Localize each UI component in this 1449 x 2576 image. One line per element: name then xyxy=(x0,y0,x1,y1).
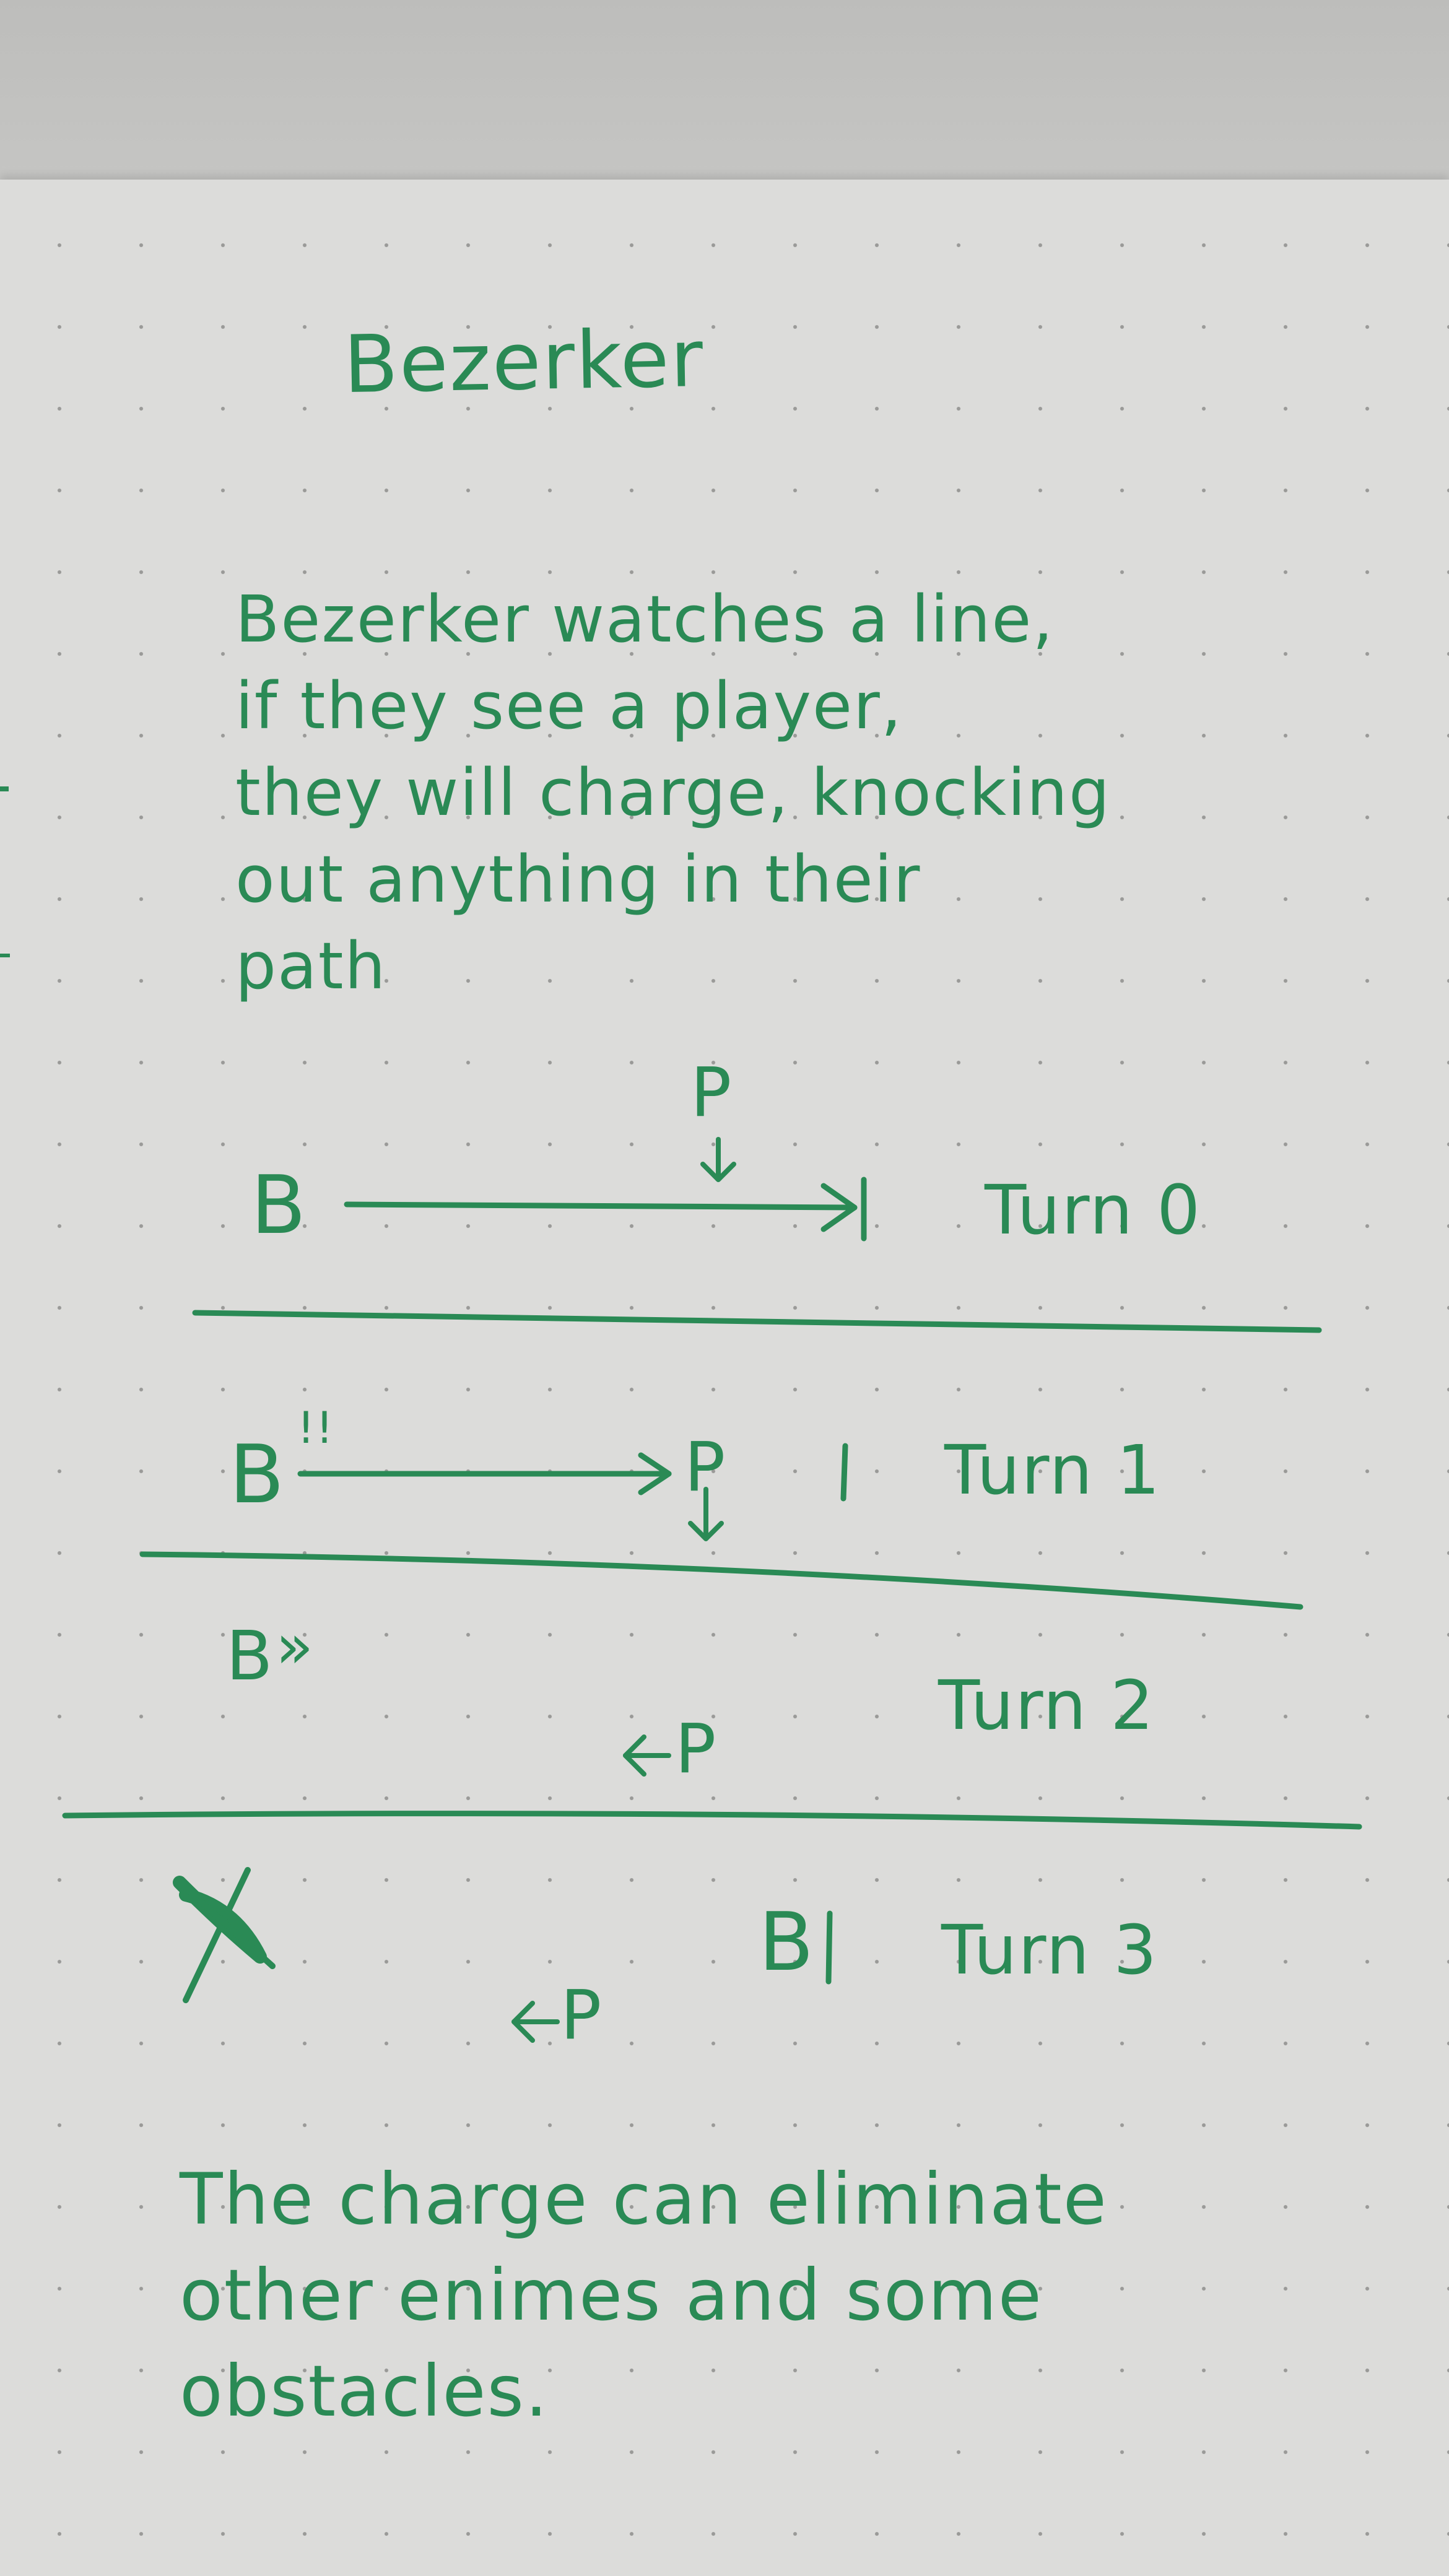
description-line-2: if they see a player, xyxy=(235,668,903,744)
sight-line-arrow xyxy=(347,1204,855,1208)
footer-line-3: obstacles. xyxy=(180,2350,549,2432)
footer-line-2: other enimes and some xyxy=(180,2254,1043,2336)
player-marker: P xyxy=(675,1709,718,1788)
turn-divider xyxy=(142,1554,1300,1607)
wall-mark xyxy=(829,1913,830,1982)
description-line-3: they will charge, knocking xyxy=(235,755,1111,830)
bezerker-marker: B xyxy=(759,1895,816,1989)
bezerker-marker: B xyxy=(226,1616,274,1695)
description-line-1: Bezerker watches a line, xyxy=(235,581,1055,657)
bezerker-marker: B xyxy=(251,1158,308,1252)
dash-marker: » xyxy=(276,1610,315,1682)
turn-divider xyxy=(65,1814,1359,1827)
player-marker: P xyxy=(560,1975,603,2055)
page-title: Bezerker xyxy=(342,312,705,412)
description-line-4: out anything in their xyxy=(235,842,921,917)
footer-line-1: The charge can eliminate xyxy=(180,2158,1108,2240)
turn-label-2: Turn 2 xyxy=(938,1666,1155,1745)
cross-out-stroke xyxy=(180,1882,272,1966)
player-marker: P xyxy=(684,1427,727,1507)
bezerker-marker: B xyxy=(229,1427,286,1521)
description-line-5: path xyxy=(235,928,387,1004)
turn-label-1: Turn 1 xyxy=(944,1430,1162,1510)
turn-label-3: Turn 3 xyxy=(941,1910,1159,1990)
turn-divider xyxy=(195,1313,1319,1330)
player-marker: P xyxy=(690,1053,733,1132)
alert-marker: !! xyxy=(297,1403,335,1453)
wall-mark xyxy=(843,1446,845,1499)
turn-label-0: Turn 0 xyxy=(985,1170,1202,1250)
